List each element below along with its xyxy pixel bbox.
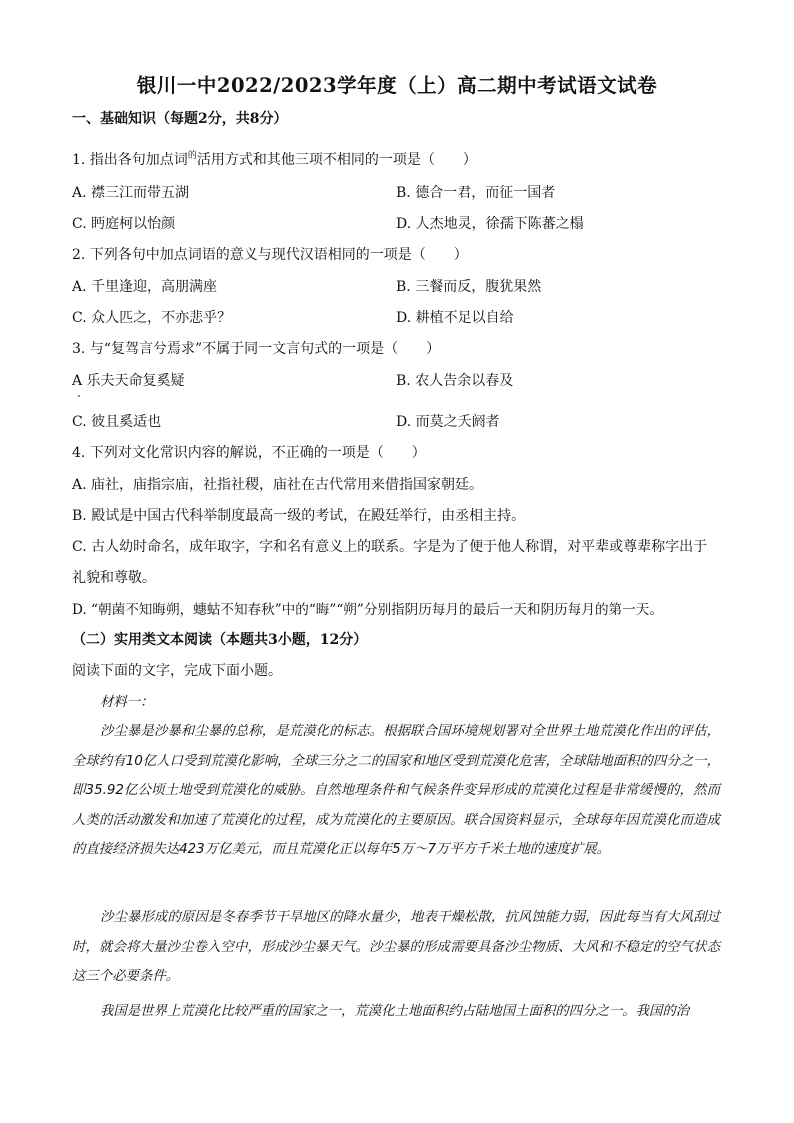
question-1-stem xyxy=(72,148,477,169)
question-2-option-c: C. 众人匹之，不亦悲乎？ xyxy=(72,310,232,326)
reading-instruction: 阅读下面的文字，完成下面小题。 xyxy=(72,663,282,679)
question-1-option-b: B. 德合一君，而征一国者 xyxy=(396,185,556,201)
question-3-option-c: C. 彼且奚适也 xyxy=(72,414,162,430)
passage-paragraph-3: 我国是世界上荒漠化比较严重的国家之一，荒漠化土地面积约占陆地国土面积的四分之一。我国的治 xyxy=(100,1004,690,1019)
question-3-stem: 3. 与“复驾言兮焉求”不属于同一文言句式的一项是（ ） xyxy=(72,341,441,357)
question-4-option-c-line2: 礼貌和尊敬。 xyxy=(72,570,156,586)
question-3-option-d: D. 而莫之夭阏者 xyxy=(396,414,500,430)
question-4-option-c-line1: C. 古人幼时命名，成年取字，字和名有意义上的联系。字是为了便于他人称谓，对平辈或尊辈称字出于 xyxy=(72,539,708,555)
page-title: 银川一中2022/2023学年度（上）高二期中考试语文试卷 xyxy=(136,74,658,97)
question-2-option-d: D. 耕植不足以自给 xyxy=(396,310,514,326)
question-4-option-a: A. 庙社，庙指宗庙，社指社稷，庙社在古代常用来借指国家朝廷。 xyxy=(72,477,484,493)
question-1-stem-after: 活用方式和其他三项不相同的一项是（ ） xyxy=(196,152,477,168)
passage-paragraph-1: 沙尘暴是沙暴和尘暴的总称，是荒漠化的标志。根据联合国环境规划署对全世界土地荒漠化作出的评估，全球约有10亿人口受到荒漠化影响，全球三分之二的国家和地区受到荒漠化危害，全球陆地面积的四分之一，即35.92亿公顷土地受到荒漠化的威胁。自然地理条件和气候条件变异形成的荒漠化过程是非常缓慢的，然而人类的活动激发和加速了荒漠化的过程，成为荒漠化的主要原因。联合国资料显示，全球每年因荒漠化而造成的直接经济损失达423万亿美元，而且荒漠化正以每年5万～7万平方千米土地的速度扩展。 xyxy=(72,724,720,857)
question-1-stem-mark: 的 xyxy=(187,151,197,161)
question-4-stem: 4. 下列对文化常识内容的解说，不正确的一项是（ ） xyxy=(72,445,426,461)
question-2-option-a: A. 千里逢迎，高朋满座 xyxy=(72,279,218,295)
material-label: 材料一： xyxy=(100,695,154,710)
question-4-option-b: B. 殿试是中国古代科举制度最高一级的考试，在殿廷举行，由丞相主持。 xyxy=(72,508,526,524)
question-3-option-b: B. 农人告余以春及 xyxy=(396,373,514,389)
section-heading-reading: （二）实用类文本阅读（本题共3小题，12分） xyxy=(72,632,368,648)
question-4-option-d: D. “朝菌不知晦朔，蟪蛄不知春秋”中的“晦”“朔”分别指阴历每月的最后一天和阴历每月的第一天。 xyxy=(72,602,663,618)
question-1-option-c: C. 眄庭柯以怡颜 xyxy=(72,216,176,232)
question-1-option-d: D. 人杰地灵，徐孺下陈蕃之榻 xyxy=(396,216,584,232)
section-heading-basic: 一、基础知识（每题2分，共8分） xyxy=(72,111,288,127)
question-2-option-b: B. 三餐而反，腹犹果然 xyxy=(396,279,542,295)
question-3-option-a: A 乐夫天命复奚疑 xyxy=(72,373,185,389)
question-1-stem-before: 1. 指出各句加点词 xyxy=(72,152,188,168)
question-1-option-a: A. 襟三江而带五湖 xyxy=(72,185,190,201)
question-2-stem: 2. 下列各句中加点词语的意义与现代汉语相同的一项是（ ） xyxy=(72,247,468,263)
passage-paragraph-2: 沙尘暴形成的原因是冬春季节干旱地区的降水量少，地表干燥松散，抗风蚀能力弱，因此每当有大风刮过时，就会将大量沙尘卷入空中，形成沙尘暴天气。沙尘暴的形成需要具备沙尘物质、大风和不稳定的空气状态这三个必要条件。 xyxy=(72,910,720,984)
stray-dot-mark xyxy=(78,395,80,397)
